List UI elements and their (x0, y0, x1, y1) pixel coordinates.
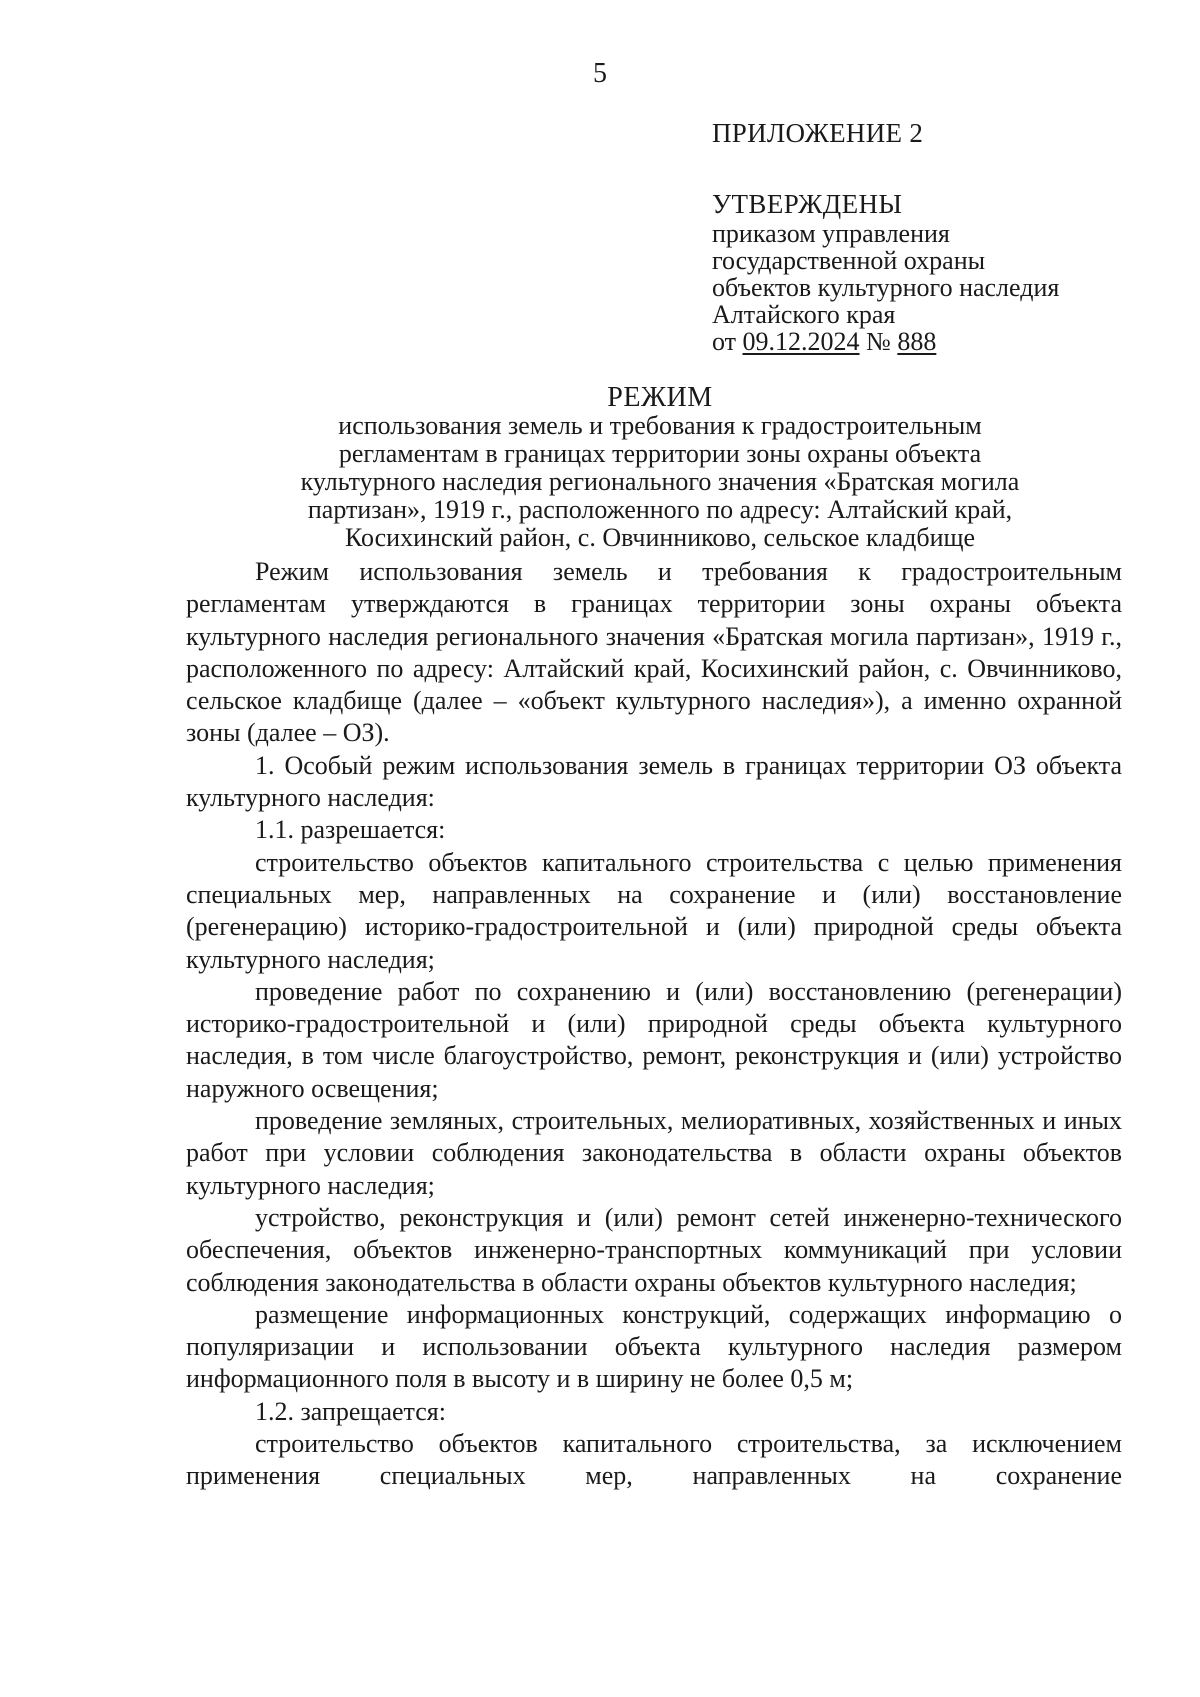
allowed-item: проведение земляных, строительных, мелиоративных, хозяйственных и иных работ при условии соблюдения законодательства в области охраны объектов культурного наследия; (186, 1106, 1122, 1200)
intro-paragraph: Режим использования земель и требования к градостроительным регламентам утверждаются в границах территории зоны охраны объекта культурного наследия регионального значения «Братская могила партизан», 1919 г., расположенного по адресу: Алтайский край, Косихинский район, с. Овчинниково, сельское кладбище (далее – «объект культурного наследия»), а именно охранной зоны (далее – ОЗ). (186, 557, 1122, 748)
section-1-heading: 1. Особый режим использования земель в границах территории ОЗ объекта культурного наследия: (186, 750, 1122, 813)
title-line: регламентам в границах территории зоны охраны объекта (338, 439, 982, 468)
order-number: 888 (897, 327, 937, 356)
appendix-label: ПРИЛОЖЕНИЕ 2 (712, 118, 924, 148)
order-date: 09.12.2024 (742, 327, 860, 356)
title-line: Косихинский район, с. Овчинниково, сельское кладбище (344, 523, 976, 552)
approval-line: Алтайского края (712, 300, 896, 329)
title-heading: РЕЖИМ (607, 382, 713, 413)
allowed-item: устройство, реконструкция и (или) ремонт сетей инженерно-технического обеспечения, объектов инженерно-транспортных коммуникаций при условии соблюдения законодательства в области охраны объектов культурного наследия; (186, 1202, 1122, 1297)
number-prefix: № (859, 327, 898, 356)
page-number: 5 (593, 58, 607, 89)
approved-label: УТВЕРЖДЕНЫ (712, 189, 903, 219)
approval-date-line (712, 328, 1132, 355)
title-line: использования земель и требования к градостроительным (338, 411, 982, 440)
allowed-item: размещение информационных конструкций, содержащих информацию о популяризации и использовании объекта культурного наследия размером информационного поля в высоту и в ширину не более 0,5 м; (186, 1299, 1122, 1394)
allowed-item: проведение работ по сохранению и (или) восстановлению (регенерации) историко-градостроительной и (или) природной среды объекта культурного наследия, в том числе благоустройство, ремонт, реконструкция и (или) устройство наружного освещения; (186, 976, 1122, 1103)
approval-line: объектов культурного наследия (712, 273, 1060, 302)
section-1-1-heading: 1.1. разрешается: (255, 815, 446, 845)
approval-line: государственной охраны (712, 246, 986, 275)
prohibited-item: строительство объектов капитального строительства, за исключением применения специальных мер, направленных на сохранение (186, 1429, 1122, 1491)
approval-line: приказом управления (712, 219, 950, 248)
title-line: партизан», 1919 г., расположенного по адресу: Алтайский край, (307, 495, 1013, 524)
document-body (186, 556, 1122, 1493)
document-title (200, 384, 1120, 552)
date-prefix: от (712, 327, 743, 356)
approval-block (712, 120, 1132, 355)
allowed-item: строительство объектов капитального строительства с целью применения специальных мер, направленных на сохранение и (или) восстановление (регенерацию) историко-градостроительной и (или) природной среды объекта культурного наследия; (186, 847, 1122, 974)
title-line: культурного наследия регионального значения «Братская могила (300, 467, 1020, 496)
section-1-2-heading: 1.2. запрещается: (255, 1396, 446, 1426)
